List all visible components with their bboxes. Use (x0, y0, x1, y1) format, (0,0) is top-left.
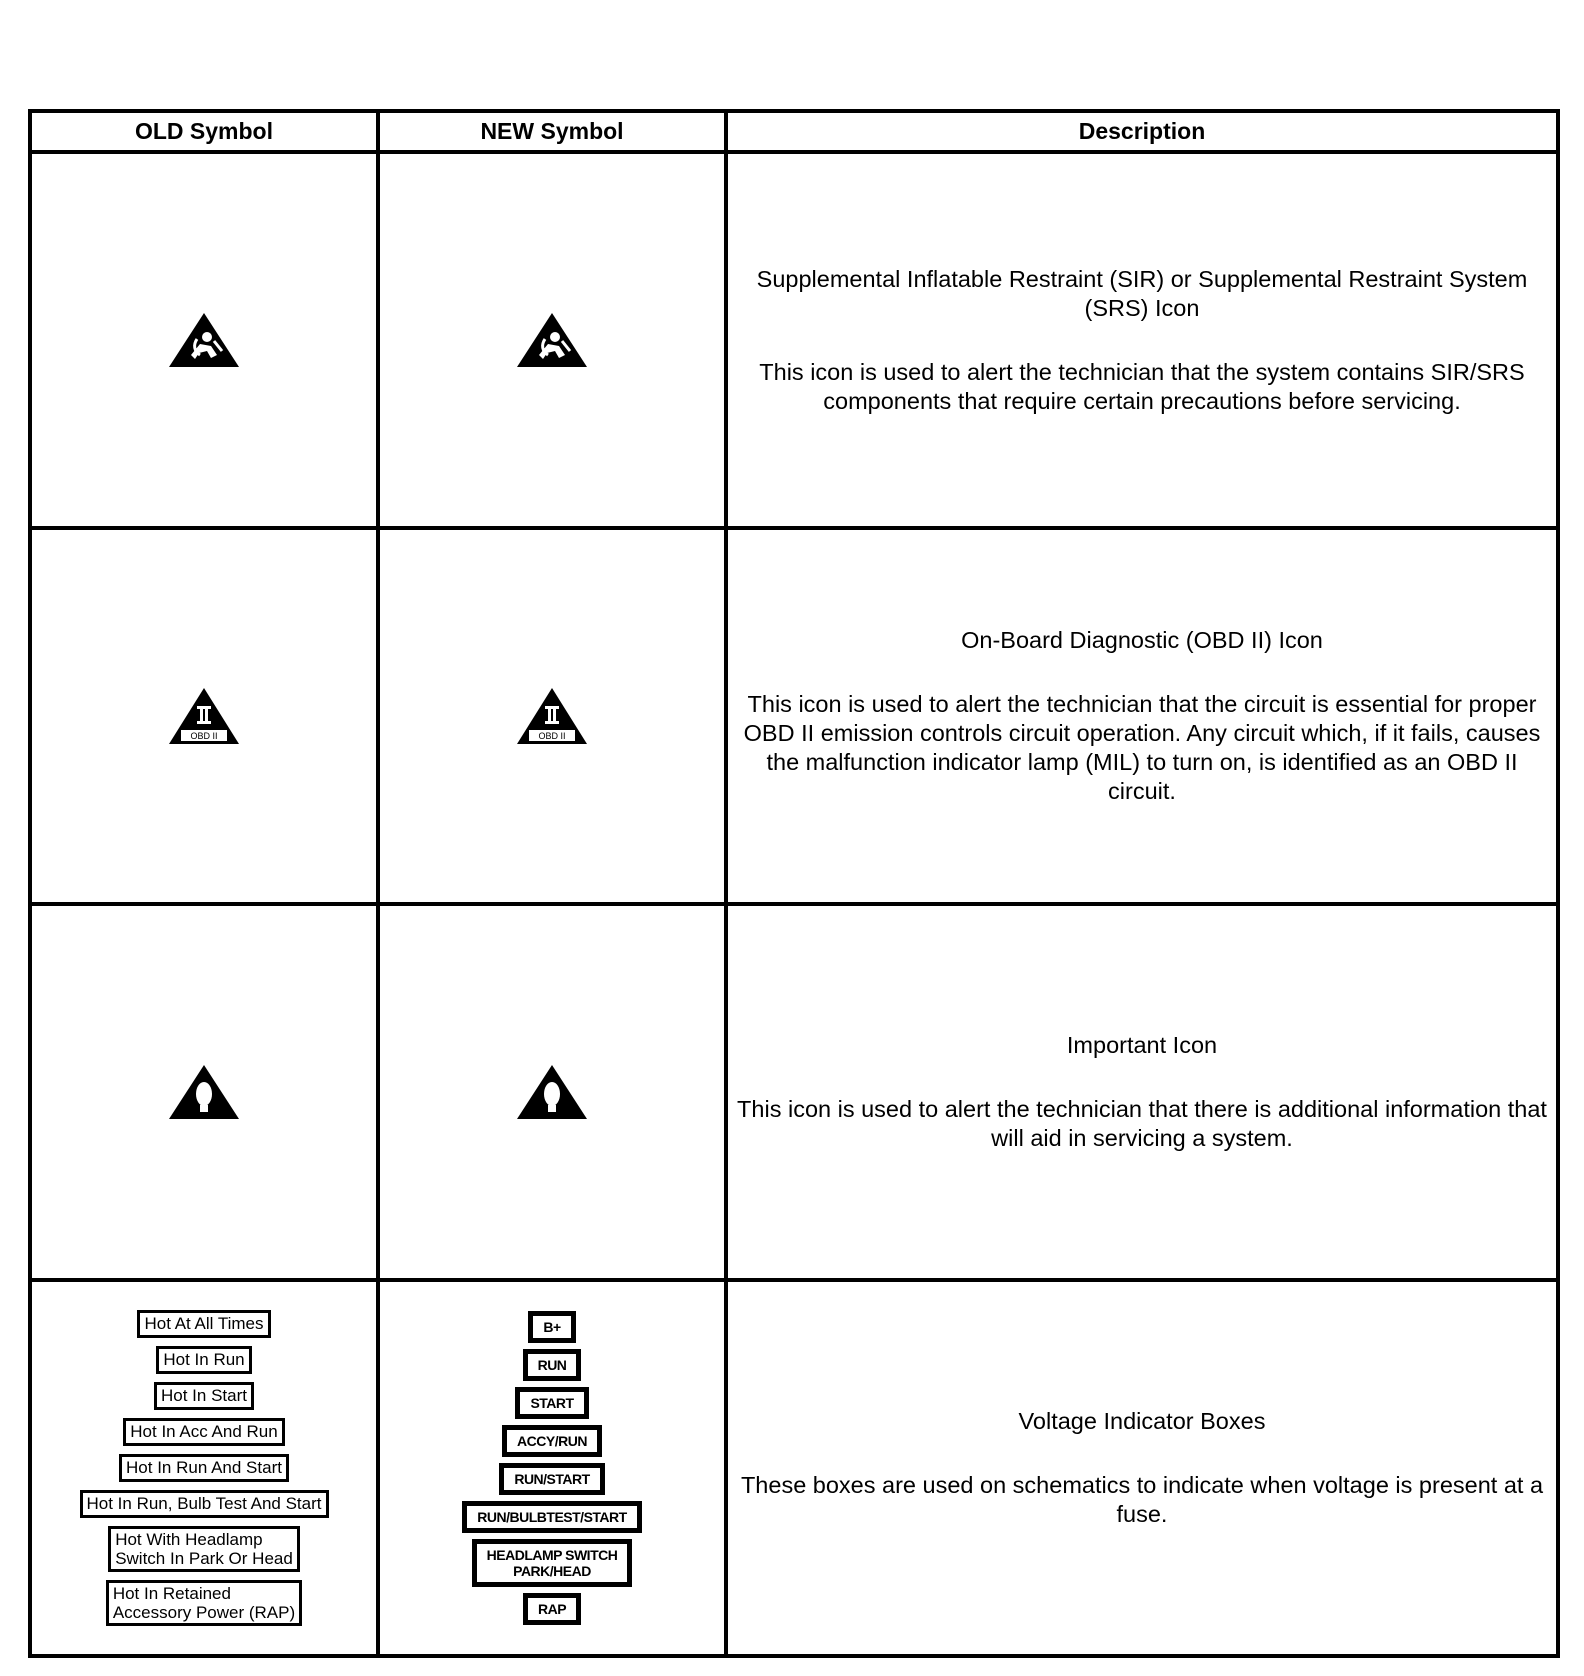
new-voltage-box-label: RUN/BULBTEST/START (467, 1506, 636, 1528)
symbol-table (28, 109, 1560, 1658)
old-voltage-box: Hot In Run, Bulb Test And Start (80, 1490, 329, 1518)
new-symbol-cell (378, 528, 726, 904)
new-voltage-box-label: RUN/START (504, 1468, 599, 1490)
description-title: Important Icon (1066, 1032, 1218, 1058)
new-voltage-box-label: HEADLAMP SWITCH PARK/HEAD (477, 1544, 628, 1582)
symbol-reference-page (28, 109, 1556, 1658)
new-symbol-cell (378, 1280, 726, 1656)
old-voltage-box: Hot In Retained Accessory Power (RAP) (106, 1580, 302, 1626)
new-voltage-box (462, 1501, 641, 1533)
new-symbol-cell (378, 904, 726, 1280)
header-row (30, 111, 1558, 152)
old-voltage-box: Hot In Run (156, 1346, 251, 1374)
new-voltage-box-label: ACCY/RUN (507, 1430, 597, 1452)
description-title: Supplemental Inflatable Restraint (SIR) or Supplemental Restraint System (SRS) Icon (756, 265, 1528, 321)
new-voltage-box (472, 1539, 633, 1587)
new-voltage-box (523, 1349, 582, 1381)
table-row (30, 1280, 1558, 1656)
svg-text:OBD II: OBD II (190, 731, 218, 741)
old-symbol-cell (30, 528, 378, 904)
new-voltage-box-label: RUN (528, 1354, 577, 1376)
new-voltage-box (523, 1593, 581, 1625)
sir-srs-warning-icon (515, 311, 589, 369)
new-voltage-box (499, 1463, 604, 1495)
table-row (30, 904, 1558, 1280)
description-body: This icon is used to alert the technician that there is additional information that will aid in servicing a system. (737, 1096, 1547, 1151)
old-voltage-box: Hot With Headlamp Switch In Park Or Head (108, 1526, 300, 1572)
description-body: These boxes are used on schematics to indicate when voltage is present at a fuse. (740, 1472, 1544, 1527)
description-cell (726, 528, 1558, 904)
sir-srs-warning-icon (167, 311, 241, 369)
important-icon (167, 1063, 241, 1121)
obd-ii-icon (515, 686, 589, 746)
new-voltage-box (528, 1311, 575, 1343)
description-cell (726, 152, 1558, 528)
description-cell (726, 904, 1558, 1280)
new-voltage-box-label: B+ (533, 1316, 570, 1338)
description-cell (726, 1280, 1558, 1656)
new-voltage-box-label: RAP (528, 1598, 576, 1620)
old-voltage-box: Hot In Start (154, 1382, 254, 1410)
description-title: On-Board Diagnostic (OBD II) Icon (961, 627, 1323, 653)
table-row (30, 528, 1558, 904)
old-voltage-boxes (32, 1310, 376, 1626)
description-header: Description (726, 111, 1558, 152)
important-icon (515, 1063, 589, 1121)
new-symbol-header: NEW Symbol (378, 111, 726, 152)
old-voltage-box: Hot In Run And Start (119, 1454, 289, 1482)
table-row (30, 152, 1558, 528)
obd-ii-icon (167, 686, 241, 746)
old-symbol-cell (30, 904, 378, 1280)
new-voltage-boxes (380, 1311, 724, 1625)
description-title: Voltage Indicator Boxes (1018, 1408, 1266, 1434)
description-body: This icon is used to alert the technician that the circuit is essential for proper OBD II emission controls circuit operation. Any circuit which, if it fails, causes the malfunction indicator lamp (MIL) to turn on, is identified as an OBD II circuit. (743, 691, 1541, 804)
new-symbol-cell (378, 152, 726, 528)
description-body: This icon is used to alert the technician that the system contains SIR/SRS components that require certain precautions before servicing. (759, 358, 1525, 414)
old-symbol-header: OLD Symbol (30, 111, 378, 152)
new-voltage-box-label: START (520, 1392, 583, 1414)
old-voltage-box: Hot At All Times (137, 1310, 270, 1338)
new-voltage-box (502, 1425, 602, 1457)
old-symbol-cell (30, 152, 378, 528)
new-voltage-box (515, 1387, 588, 1419)
old-symbol-cell (30, 1280, 378, 1656)
old-voltage-box: Hot In Acc And Run (123, 1418, 284, 1446)
svg-text:OBD II: OBD II (538, 731, 566, 741)
